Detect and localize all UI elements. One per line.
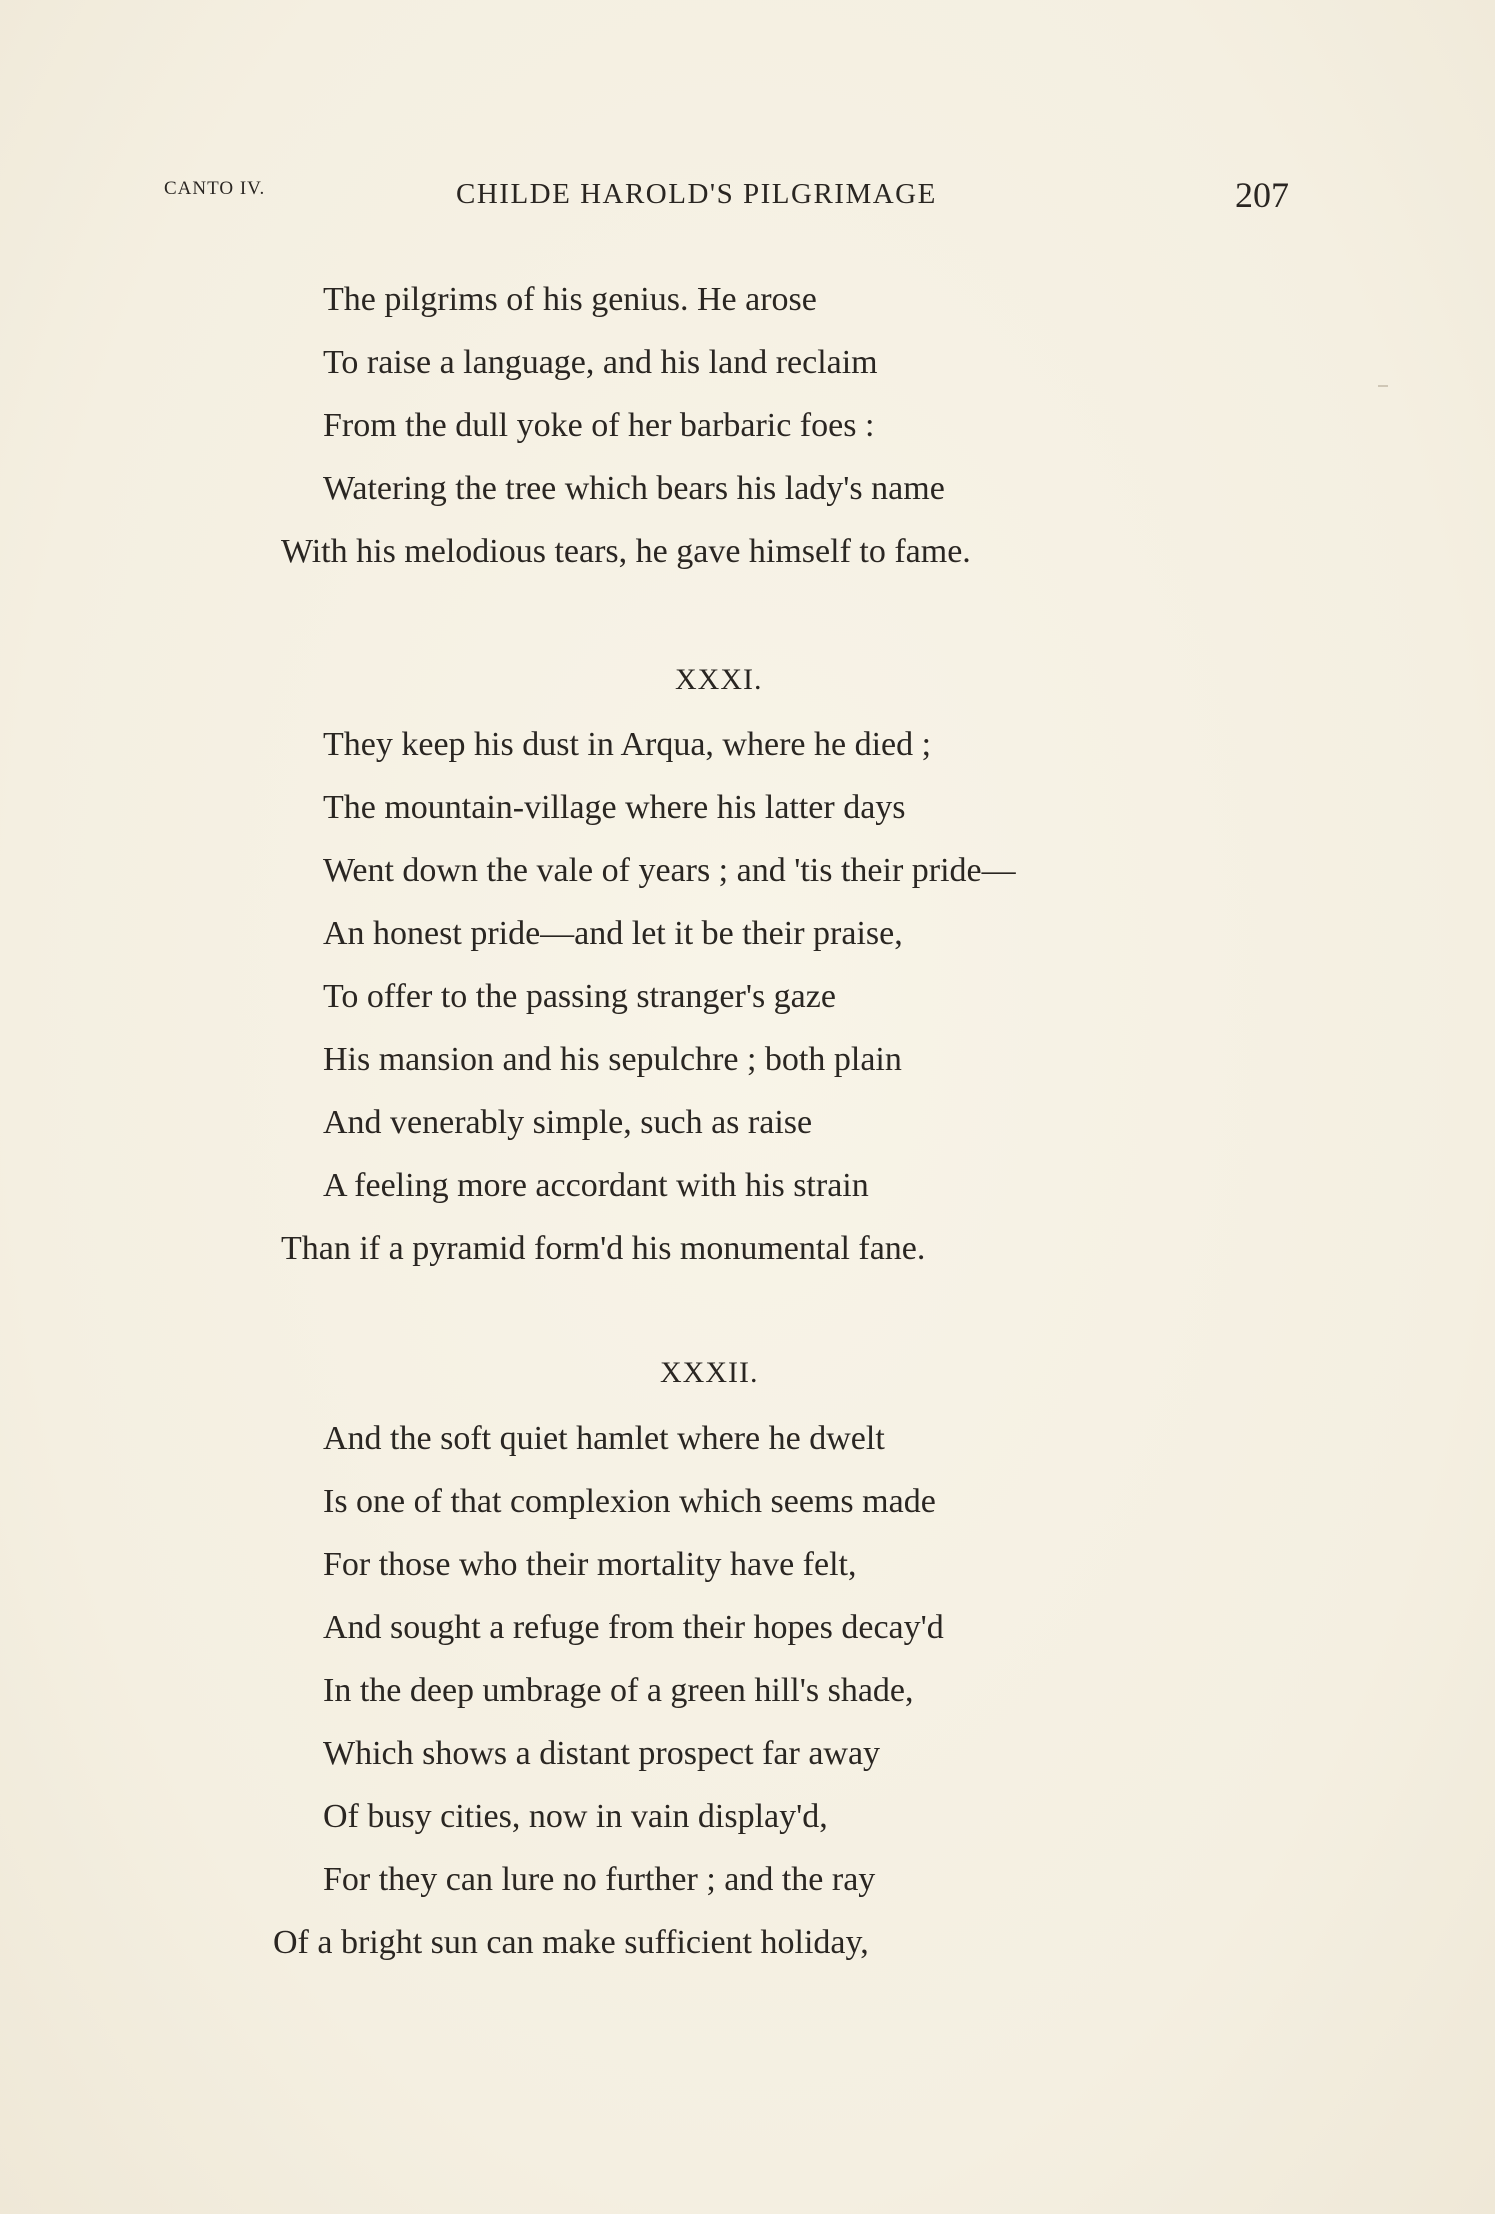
- verse-line: Is one of that complexion which seems made: [323, 1483, 936, 1520]
- verse-line: And the soft quiet hamlet where he dwelt: [323, 1420, 885, 1457]
- canto-label: CANTO IV.: [164, 178, 266, 199]
- verse-line: Watering the tree which bears his lady's name: [323, 470, 945, 507]
- verse-line: They keep his dust in Arqua, where he died ;: [323, 726, 932, 763]
- verse-line: And sought a refuge from their hopes decay'd: [323, 1609, 944, 1646]
- verse-line: The pilgrims of his genius. He arose: [323, 281, 817, 318]
- verse-line: To raise a language, and his land reclaim: [323, 344, 878, 381]
- stanza-number: XXXII.: [660, 1356, 759, 1389]
- page-mark: [1378, 385, 1388, 387]
- verse-line: Went down the vale of years ; and 'tis their pride—: [323, 852, 1016, 889]
- verse-line: The mountain-village where his latter days: [323, 789, 906, 826]
- verse-line: And venerably simple, such as raise: [323, 1104, 813, 1141]
- stanza-number: XXXI.: [675, 663, 763, 696]
- page-number: 207: [1235, 175, 1289, 215]
- verse-line: Than if a pyramid form'd his monumental fane.: [281, 1230, 926, 1267]
- verse-line: An honest pride—and let it be their praise,: [323, 915, 903, 952]
- verse-line: In the deep umbrage of a green hill's shade,: [323, 1672, 914, 1709]
- verse-line: For they can lure no further ; and the ray: [323, 1861, 876, 1898]
- verse-line: From the dull yoke of her barbaric foes :: [323, 407, 875, 444]
- verse-line: Of busy cities, now in vain display'd,: [323, 1798, 828, 1835]
- book-title: CHILDE HAROLD'S PILGRIMAGE: [456, 178, 937, 210]
- running-head: [0, 175, 1495, 218]
- verse-line: With his melodious tears, he gave himself to fame.: [281, 533, 971, 570]
- verse-line: Which shows a distant prospect far away: [323, 1735, 881, 1772]
- verse-line: For those who their mortality have felt,: [323, 1546, 857, 1583]
- verse-line: A feeling more accordant with his strain: [323, 1167, 869, 1204]
- verse-line: To offer to the passing stranger's gaze: [323, 978, 836, 1015]
- verse-line: His mansion and his sepulchre ; both plain: [323, 1041, 902, 1078]
- verse-line: Of a bright sun can make sufficient holiday,: [273, 1924, 869, 1961]
